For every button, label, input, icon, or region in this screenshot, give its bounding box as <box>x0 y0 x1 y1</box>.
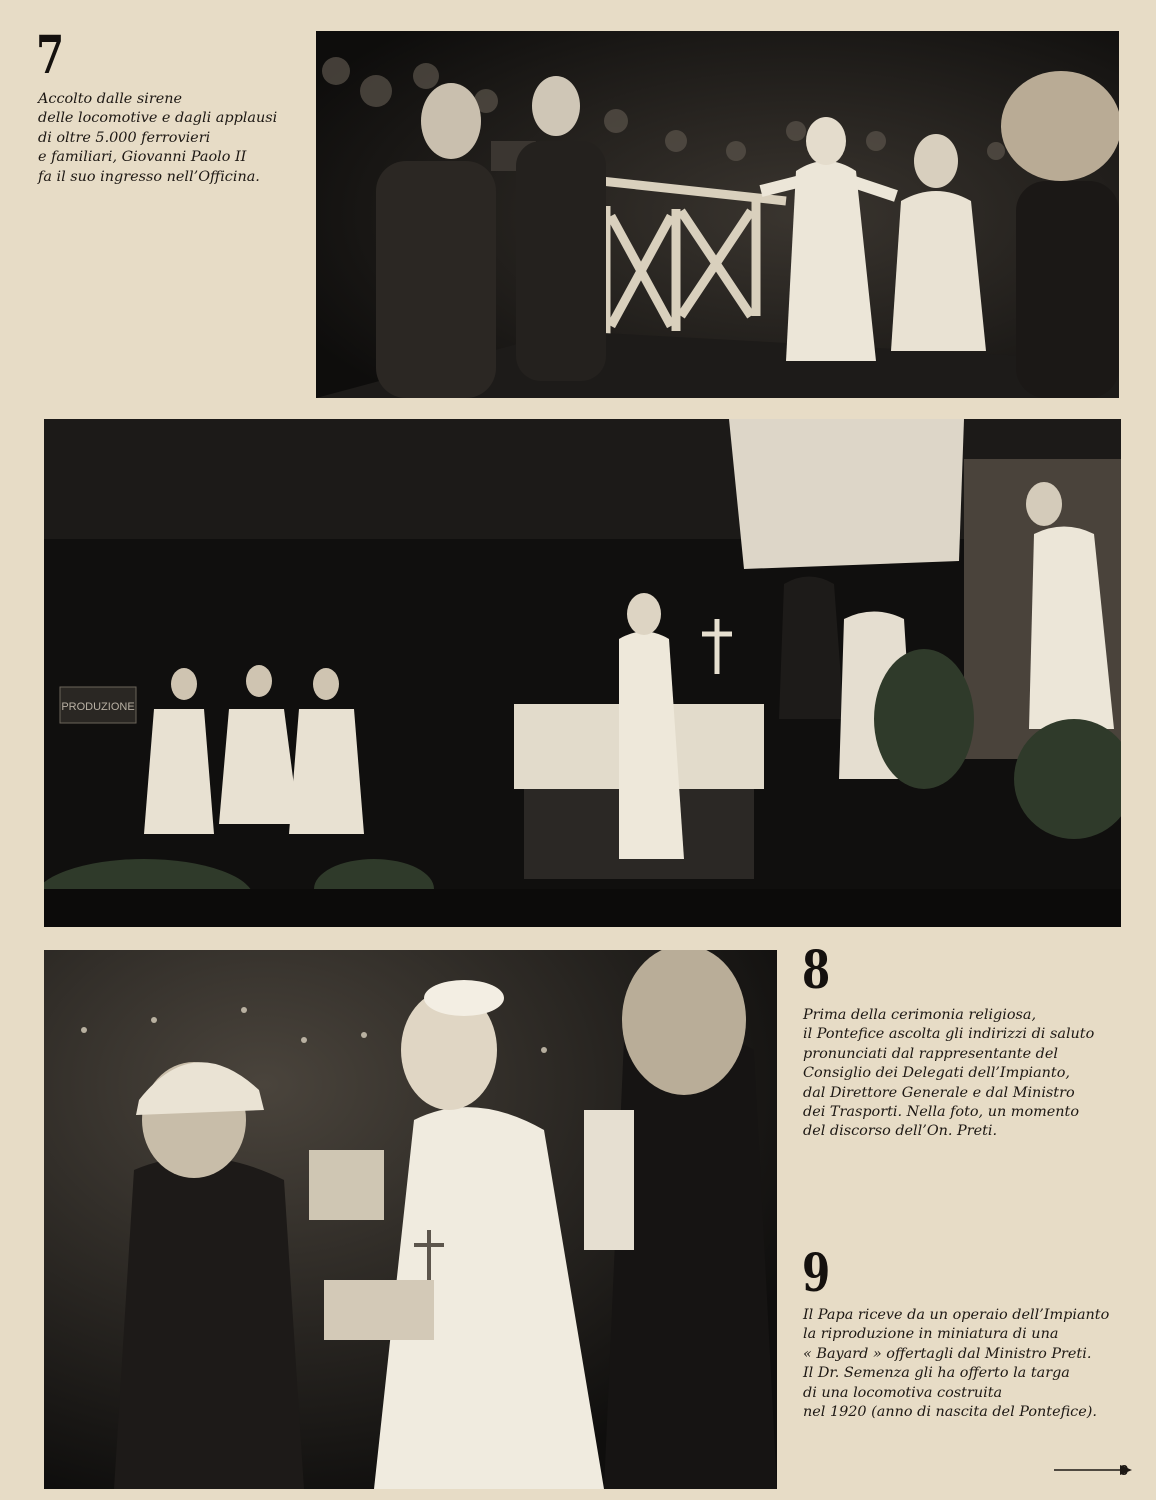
caption-line: di una locomotiva costruita <box>803 1384 1003 1401</box>
caption-line: nel 1920 (anno di nascita del Pontefice). <box>803 1404 1097 1421</box>
caption-figure-7 <box>38 90 277 187</box>
production-sign: PRODUZIONE <box>61 701 135 713</box>
figure-number-8: 8 <box>802 940 831 1001</box>
caption-line: del discorso dell’On. Preti. <box>803 1123 998 1140</box>
caption-line: di oltre 5.000 ferrovieri <box>38 129 211 146</box>
caption-figure-9 <box>803 1306 1109 1422</box>
caption-line: dal Direttore Generale e dal Ministro <box>803 1084 1075 1101</box>
caption-line: Il Dr. Semenza gli ha offerto la targa <box>803 1365 1070 1382</box>
caption-line: Prima della cerimonia religiosa, <box>803 1007 1037 1023</box>
caption-line: Consiglio dei Delegati dell’Impianto, <box>803 1065 1070 1082</box>
photo-pope-at-altar <box>44 419 1121 927</box>
caption-line: dei Trasporti. Nella foto, un momento <box>803 1104 1079 1121</box>
page-number: 9 <box>1120 1462 1129 1479</box>
caption-line: « Bayard » offertagli dal Ministro Preti. <box>803 1345 1092 1362</box>
figure-number-9: 9 <box>802 1243 831 1304</box>
photo-pope-entering-workshop <box>316 31 1119 398</box>
caption-figure-8 <box>803 1006 1094 1142</box>
caption-line: il Pontefice ascolta gli indirizzi di saluto <box>803 1026 1095 1043</box>
caption-line: fa il suo ingresso nell’Officina. <box>38 168 260 185</box>
photo-pope-receiving-gift <box>44 950 777 1489</box>
caption-line: la riproduzione in miniatura di una <box>803 1326 1059 1343</box>
caption-line: Accolto dalle sirene <box>38 91 183 107</box>
caption-line: delle locomotive e dagli applausi <box>38 110 278 127</box>
caption-line: pronunciati dal rappresentante del <box>803 1045 1059 1062</box>
figure-number-7: 7 <box>36 25 65 86</box>
caption-line: e familiari, Giovanni Paolo II <box>38 149 247 166</box>
caption-line: Il Papa riceve da un operaio dell’Impianto <box>803 1307 1110 1323</box>
